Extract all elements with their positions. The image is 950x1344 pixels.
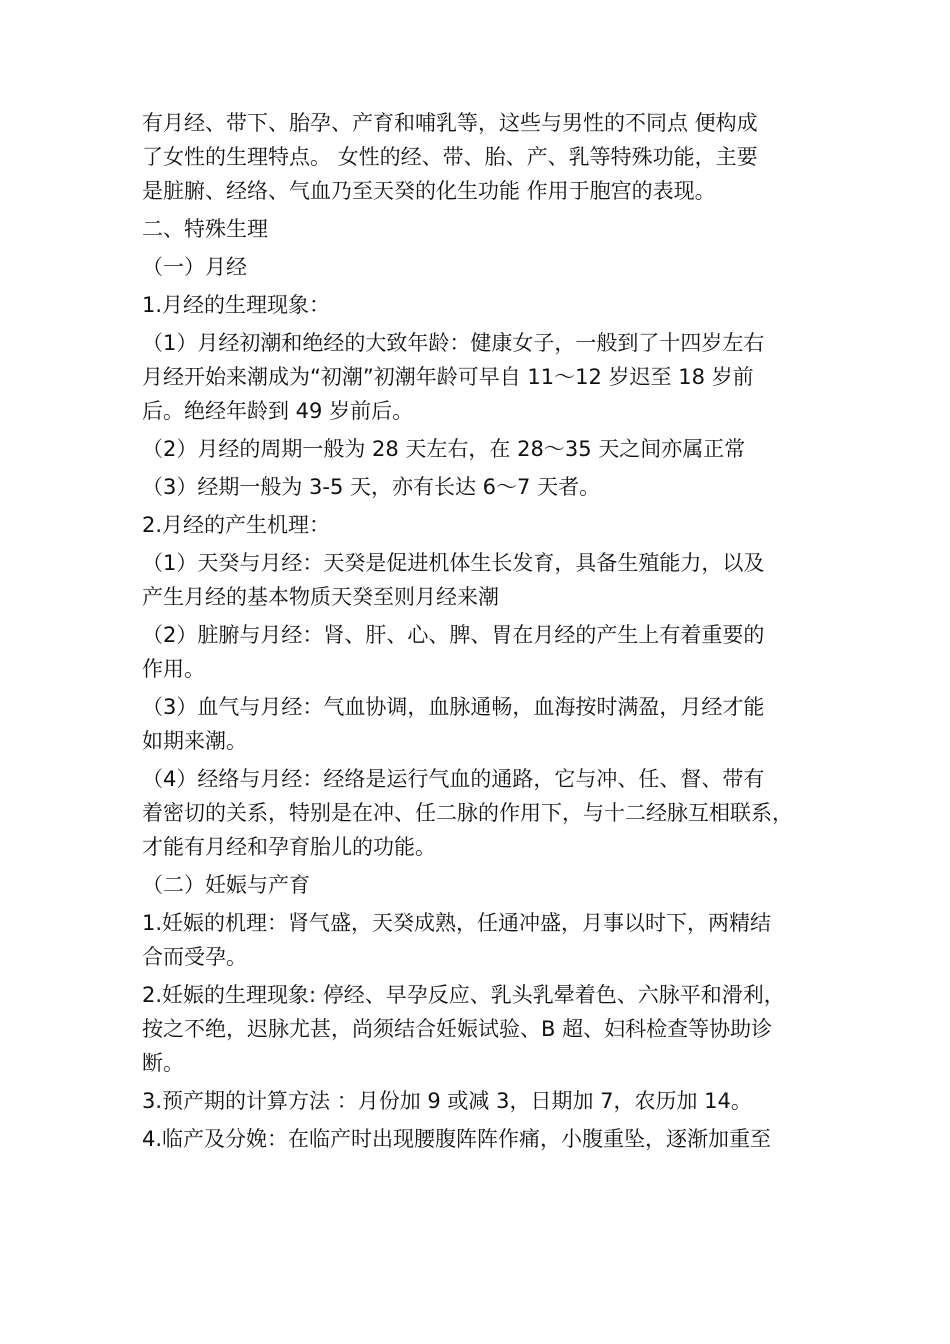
text-line: （2）月经的周期一般为 28 天左右，在 28～35 天之间亦属正常 [142, 437, 746, 461]
paragraph [142, 432, 814, 466]
text-line: 了女性的生理特点。 女性的经、带、胎、产、乳等特殊功能，主要 [142, 145, 758, 169]
text-line: 合而受孕。 [142, 945, 247, 969]
text-line: （3）经期一般为 3-5 天，亦有长达 6～7 天者。 [142, 475, 601, 499]
paragraph [142, 618, 814, 686]
text-line: 有月经、带下、胎孕、产育和哺乳等，这些与男性的不同点 便构成 [142, 111, 758, 135]
text-line: 断。 [142, 1051, 184, 1075]
text-line: 4.临产及分娩：在临产时出现腰腹阵阵作痛，小腹重坠，逐渐加重至 [142, 1127, 772, 1151]
text-line: 3.预产期的计算方法 ：月份加 9 或减 3，日期加 7，农历加 14。 [142, 1089, 752, 1113]
paragraph [142, 546, 814, 614]
text-line: （2）脏腑与月经：肾、肝、心、脾、胃在月经的产生上有着重要的 [142, 623, 765, 647]
text-line: 月经开始来潮成为“初潮”初潮年龄可早自 11～12 岁迟至 18 岁前 [142, 365, 754, 389]
text-line: 1.月经的生理现象： [142, 293, 331, 317]
text-line: 二、特殊生理 [142, 217, 268, 241]
text-line: 是脏腑、经络、气血乃至天癸的化生功能 作用于胞宫的表现。 [142, 179, 716, 203]
text-line: 产生月经的基本物质天癸至则月经来潮 [142, 585, 499, 609]
text-line: 2.月经的产生机理： [142, 513, 331, 537]
document-body [142, 106, 814, 1160]
paragraph [142, 978, 814, 1080]
text-line: 按之不绝，迟脉尤甚，尚须结合妊娠试验、B 超、妇科检查等协助诊 [142, 1017, 773, 1041]
text-line: （1）天癸与月经：天癸是促进机体生长发育，具备生殖能力，以及 [142, 551, 765, 575]
paragraph [142, 250, 814, 284]
text-line: （1）月经初潮和绝经的大致年龄：健康女子，一般到了十四岁左右 [142, 331, 765, 355]
text-line: （3）血气与月经：气血协调，血脉通畅，血海按时满盈，月经才能 [142, 695, 765, 719]
paragraph [142, 1122, 814, 1156]
paragraph [142, 470, 814, 504]
text-line: 后。绝经年龄到 49 岁前后。 [142, 399, 414, 423]
text-line: 2.妊娠的生理现象: 停经、早孕反应、乳头乳晕着色、六脉平和滑利， [142, 983, 785, 1007]
text-line: 1.妊娠的机理：肾气盛，天癸成熟，任通冲盛，月事以时下，两精结 [142, 911, 772, 935]
paragraph [142, 326, 814, 428]
paragraph [142, 690, 814, 758]
paragraph [142, 906, 814, 974]
text-line: 作用。 [142, 657, 205, 681]
paragraph [142, 762, 814, 864]
paragraph [142, 508, 814, 542]
text-line: 如期来潮。 [142, 729, 247, 753]
paragraph [142, 106, 814, 208]
paragraph [142, 212, 814, 246]
text-line: 着密切的关系，特别是在冲、任二脉的作用下，与十二经脉互相联系， [142, 801, 793, 825]
paragraph [142, 1084, 814, 1118]
text-line: （一）月经 [142, 255, 247, 279]
paragraph [142, 868, 814, 902]
text-line: （二）妊娠与产育 [142, 873, 310, 897]
paragraph [142, 288, 814, 322]
text-line: （4）经络与月经：经络是运行气血的通路，它与冲、任、督、带有 [142, 767, 765, 791]
text-line: 才能有月经和孕育胎儿的功能。 [142, 835, 436, 859]
